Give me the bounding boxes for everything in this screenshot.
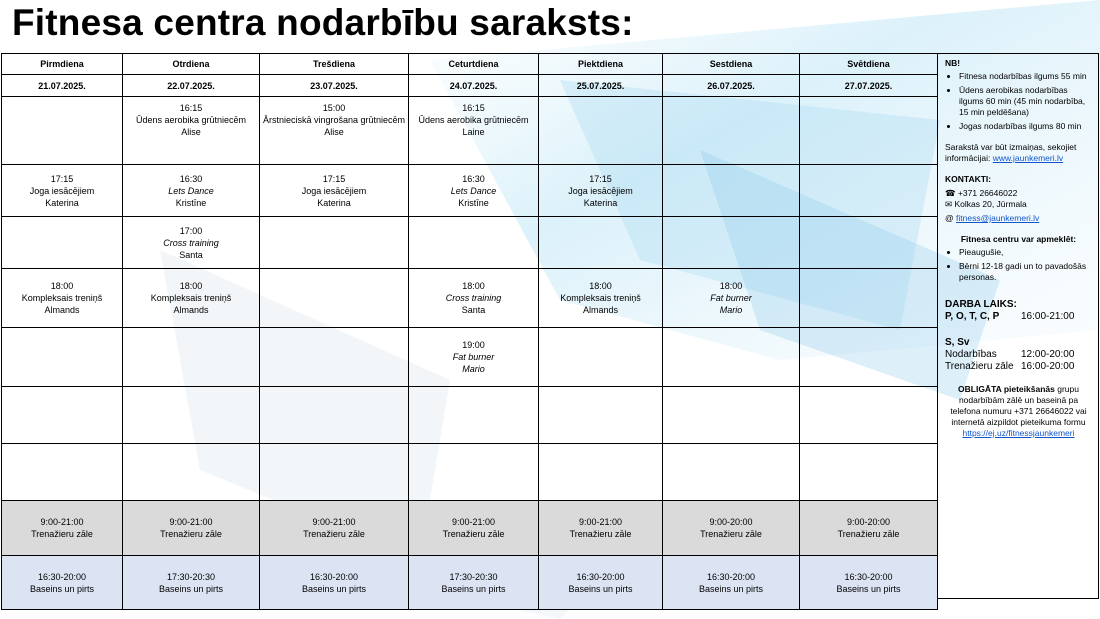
facility-cell <box>663 501 800 556</box>
class-instructor: Mario <box>719 305 743 315</box>
slot-row <box>2 328 938 387</box>
class-name: Ārstnieciskā vingrošana grūtniecēm <box>262 115 406 125</box>
class-instructor: Almands <box>173 305 209 315</box>
class-cell <box>663 269 800 328</box>
class-name: Ūdens aerobika grūtniecēm <box>135 115 247 125</box>
empty-cell <box>663 328 800 387</box>
class-name: Ūdens aerobika grūtniecēm <box>418 115 529 125</box>
facility-cell <box>800 501 938 556</box>
class-name: Kompleksais treniņš <box>150 293 232 303</box>
facility-name: Baseins un pirts <box>29 583 95 594</box>
facility-name: Trenažieru zāle <box>303 529 365 539</box>
empty-cell <box>800 165 938 217</box>
empty-cell <box>123 328 260 387</box>
class-cell <box>260 165 409 217</box>
class-time: 18:00 <box>589 281 612 291</box>
class-time: 18:00 <box>50 281 74 291</box>
slot-row <box>2 269 938 328</box>
empty-cell <box>260 444 409 501</box>
address: Kolkas 20, Jūrmala <box>954 199 1027 209</box>
slot-row <box>2 387 938 444</box>
day-date: 26.07.2025. <box>663 75 800 97</box>
class-name: Lets Dance <box>168 185 214 196</box>
day-date: 21.07.2025. <box>2 75 123 97</box>
weekend-row-label: Trenažieru zāle <box>945 361 1014 372</box>
facility-hours: 9:00-20:00 <box>709 517 753 527</box>
class-cell <box>260 97 409 165</box>
facility-hours: 9:00-21:00 <box>578 517 623 527</box>
class-time: 17:15 <box>322 173 346 184</box>
day-date: 27.07.2025. <box>800 75 938 97</box>
pool-hours-row <box>2 556 938 610</box>
weekend-row-hours: 12:00-20:00 <box>1021 349 1075 360</box>
date-row <box>2 75 938 97</box>
class-time: 19:00 <box>462 340 485 350</box>
empty-cell <box>409 444 539 501</box>
class-name: Fat burner <box>452 352 495 362</box>
mail-icon: ✉ <box>945 199 953 209</box>
visitors <box>945 234 1092 283</box>
class-name: Fat burner <box>710 293 752 303</box>
facility-name: Baseins un pirts <box>441 583 506 594</box>
empty-cell <box>409 387 539 444</box>
class-instructor: Santa <box>179 249 203 260</box>
empty-cell <box>539 328 663 387</box>
slot-row <box>2 165 938 217</box>
nb-item: • Ūdens aerobikas nodarbības ilgums 60 min (45 min nodarbība, 15 min peldēšana) <box>959 85 1092 118</box>
empty-cell <box>2 97 123 165</box>
empty-cell <box>663 387 800 444</box>
facility-cell <box>539 556 663 610</box>
class-instructor: Laine <box>462 127 485 137</box>
class-cell <box>409 269 539 328</box>
facility-name: Trenažieru zāle <box>442 529 505 539</box>
nb-item: • Jogas nodarbības ilgums 80 min <box>959 121 1092 132</box>
facility-hours: 9:00-21:00 <box>169 517 213 527</box>
signup-note: OBLIGĀTA pieteikšanās grupu nodarbībām zālē un baseinā pa telefona numuru +371 26646022 vai internetā aizpildot pieteikuma formu https://ej.uz/fitnessjaunkemeri <box>950 384 1087 438</box>
class-name: Joga iesācējiem <box>568 185 633 196</box>
weekend-label: S, Sv <box>945 337 970 348</box>
day-name: Svētdiena <box>800 54 938 75</box>
class-cell <box>123 269 260 328</box>
facility-cell <box>800 556 938 610</box>
class-time: 17:15 <box>50 173 74 184</box>
empty-cell <box>123 387 260 444</box>
class-instructor: Kristīne <box>458 197 489 208</box>
empty-cell <box>800 444 938 501</box>
weekday-label: P, O, T, C, P <box>945 311 1000 322</box>
class-time: 18:00 <box>462 281 485 291</box>
facility-name: Trenažieru zāle <box>569 529 632 539</box>
contacts-heading: KONTAKTI: <box>945 174 992 184</box>
class-cell <box>2 165 123 217</box>
class-cell <box>123 217 260 269</box>
day-name: Pirmdiena <box>2 54 123 75</box>
facility-name: Baseins un pirts <box>698 583 764 594</box>
facility-hours: 16:30-20:00 <box>576 571 625 582</box>
class-name: Kompleksais treniņš <box>560 293 641 303</box>
class-instructor: Alise <box>181 127 201 137</box>
class-instructor: Alise <box>324 127 344 137</box>
day-name: Piektdiena <box>539 54 663 75</box>
class-instructor: Santa <box>461 305 486 315</box>
empty-cell <box>539 444 663 501</box>
day-name: Sestdiena <box>663 54 800 75</box>
nb-item: • Fitnesa nodarbības ilgums 55 min <box>959 71 1092 82</box>
empty-cell <box>800 269 938 328</box>
facility-cell <box>260 501 409 556</box>
facility-name: Trenažieru zāle <box>160 529 222 539</box>
class-cell <box>539 165 663 217</box>
day-date: 22.07.2025. <box>123 75 260 97</box>
empty-cell <box>800 217 938 269</box>
class-name: Lets Dance <box>450 185 497 196</box>
class-instructor: Almands <box>44 305 80 315</box>
class-instructor: Katerina <box>45 197 79 208</box>
empty-cell <box>2 387 123 444</box>
slot-row <box>2 217 938 269</box>
facility-hours: 17:30-20:30 <box>449 571 498 582</box>
empty-cell <box>2 444 123 501</box>
class-name: Kompleksais treniņš <box>21 293 103 303</box>
facility-name: Trenažieru zāle <box>837 529 900 539</box>
facility-name: Baseins un pirts <box>158 583 224 594</box>
day-date: 25.07.2025. <box>539 75 663 97</box>
facility-cell <box>123 556 260 610</box>
empty-cell <box>539 217 663 269</box>
class-instructor: Katerina <box>583 197 618 208</box>
class-name: Joga iesācējiem <box>301 185 367 196</box>
day-date: 23.07.2025. <box>260 75 409 97</box>
facility-cell <box>663 556 800 610</box>
facility-hours: 9:00-20:00 <box>846 517 891 527</box>
class-time: 17:15 <box>589 173 612 184</box>
signup-link[interactable]: https://ej.uz/fitnessjaunkemeri <box>962 428 1075 438</box>
empty-cell <box>800 328 938 387</box>
class-time: 16:15 <box>179 103 203 113</box>
slot-row <box>2 444 938 501</box>
facility-cell <box>2 501 123 556</box>
weekend-row-label: Nodarbības <box>945 349 997 360</box>
day-name: Ceturtdiena <box>409 54 539 75</box>
class-cell <box>123 165 260 217</box>
empty-cell <box>409 217 539 269</box>
day-name: Trešdiena <box>260 54 409 75</box>
empty-cell <box>663 217 800 269</box>
empty-cell <box>260 387 409 444</box>
facility-hours: 17:30-20:30 <box>166 571 216 582</box>
facility-hours: 16:30-20:00 <box>37 571 87 582</box>
class-time: 18:00 <box>719 281 743 291</box>
nb-heading: NB! <box>945 58 961 68</box>
class-time: 15:00 <box>322 103 346 113</box>
class-name: Cross training <box>445 293 502 303</box>
empty-cell <box>260 269 409 328</box>
empty-cell <box>663 165 800 217</box>
facility-cell <box>409 501 539 556</box>
visitor-item: • Pieaugušie, <box>959 247 1092 258</box>
class-time: 17:00 <box>179 225 203 236</box>
day-header-row <box>2 54 938 75</box>
class-name: Joga iesācējiem <box>29 185 95 196</box>
facility-hours: 9:00-21:00 <box>451 517 496 527</box>
empty-cell <box>539 387 663 444</box>
empty-cell <box>800 97 938 165</box>
class-cell <box>409 97 539 165</box>
changes-note: Sarakstā var būt izmaiņas, sekojiet informācijai: www.jaunkemeri.lv <box>945 142 1077 163</box>
schedule-table <box>1 53 938 610</box>
gym-hours-row <box>2 501 938 556</box>
class-instructor: Mario <box>462 364 485 374</box>
facility-name: Trenažieru zāle <box>31 529 93 539</box>
class-instructor: Kristīne <box>175 197 207 208</box>
email-link[interactable]: fitness@jaunkemeri.lv <box>956 213 1040 223</box>
class-cell <box>409 328 539 387</box>
empty-cell <box>123 444 260 501</box>
facility-hours: 9:00-21:00 <box>40 517 84 527</box>
facility-name: Baseins un pirts <box>301 583 367 594</box>
facility-hours: 16:30-20:00 <box>309 571 359 582</box>
phone-number: +371 26646022 <box>957 188 1018 198</box>
website-link[interactable]: www.jaunkemeri.lv <box>992 153 1064 163</box>
at-icon: @ <box>945 213 954 223</box>
visitor-item: • Bērni 12-18 gadi un to pavadošās personas. <box>959 261 1092 283</box>
empty-cell <box>2 328 123 387</box>
facility-cell <box>260 556 409 610</box>
weekend-row-hours: 16:00-20:00 <box>1021 361 1075 372</box>
class-cell <box>409 165 539 217</box>
facility-hours: 16:30-20:00 <box>706 571 756 582</box>
contacts <box>945 174 1092 224</box>
page-title: Fitnesa centra nodarbību saraksts: <box>12 2 634 43</box>
class-time: 16:15 <box>462 103 485 113</box>
slot-row <box>2 97 938 165</box>
empty-cell <box>2 217 123 269</box>
empty-cell <box>260 217 409 269</box>
phone-icon: ☎ <box>945 188 956 198</box>
empty-cell <box>800 387 938 444</box>
day-name: Otrdiena <box>123 54 260 75</box>
facility-hours: 16:30-20:00 <box>844 571 893 582</box>
info-sidebar <box>937 53 1099 599</box>
facility-hours: 9:00-21:00 <box>312 517 356 527</box>
class-name: Cross training <box>163 237 219 248</box>
class-cell <box>2 269 123 328</box>
facility-name: Baseins un pirts <box>568 583 633 594</box>
day-date: 24.07.2025. <box>409 75 539 97</box>
facility-cell <box>409 556 539 610</box>
nb-list <box>945 71 1092 132</box>
class-instructor: Almands <box>582 305 618 315</box>
weekday-hours: 16:00-21:00 <box>1021 311 1075 322</box>
empty-cell <box>539 97 663 165</box>
class-time: 18:00 <box>179 281 203 291</box>
class-cell <box>123 97 260 165</box>
facility-cell <box>123 501 260 556</box>
working-hours <box>945 299 1092 373</box>
class-time: 16:30 <box>462 173 485 184</box>
class-cell <box>539 269 663 328</box>
visitors-heading: Fitnesa centru var apmeklēt: <box>960 234 1077 244</box>
facility-cell <box>539 501 663 556</box>
empty-cell <box>663 444 800 501</box>
facility-cell <box>2 556 123 610</box>
empty-cell <box>663 97 800 165</box>
class-time: 16:30 <box>179 173 203 184</box>
hours-heading: DARBA LAIKS: <box>945 299 1017 310</box>
class-instructor: Katerina <box>317 197 351 208</box>
facility-name: Baseins un pirts <box>836 583 901 594</box>
facility-name: Trenažieru zāle <box>700 529 762 539</box>
empty-cell <box>260 328 409 387</box>
